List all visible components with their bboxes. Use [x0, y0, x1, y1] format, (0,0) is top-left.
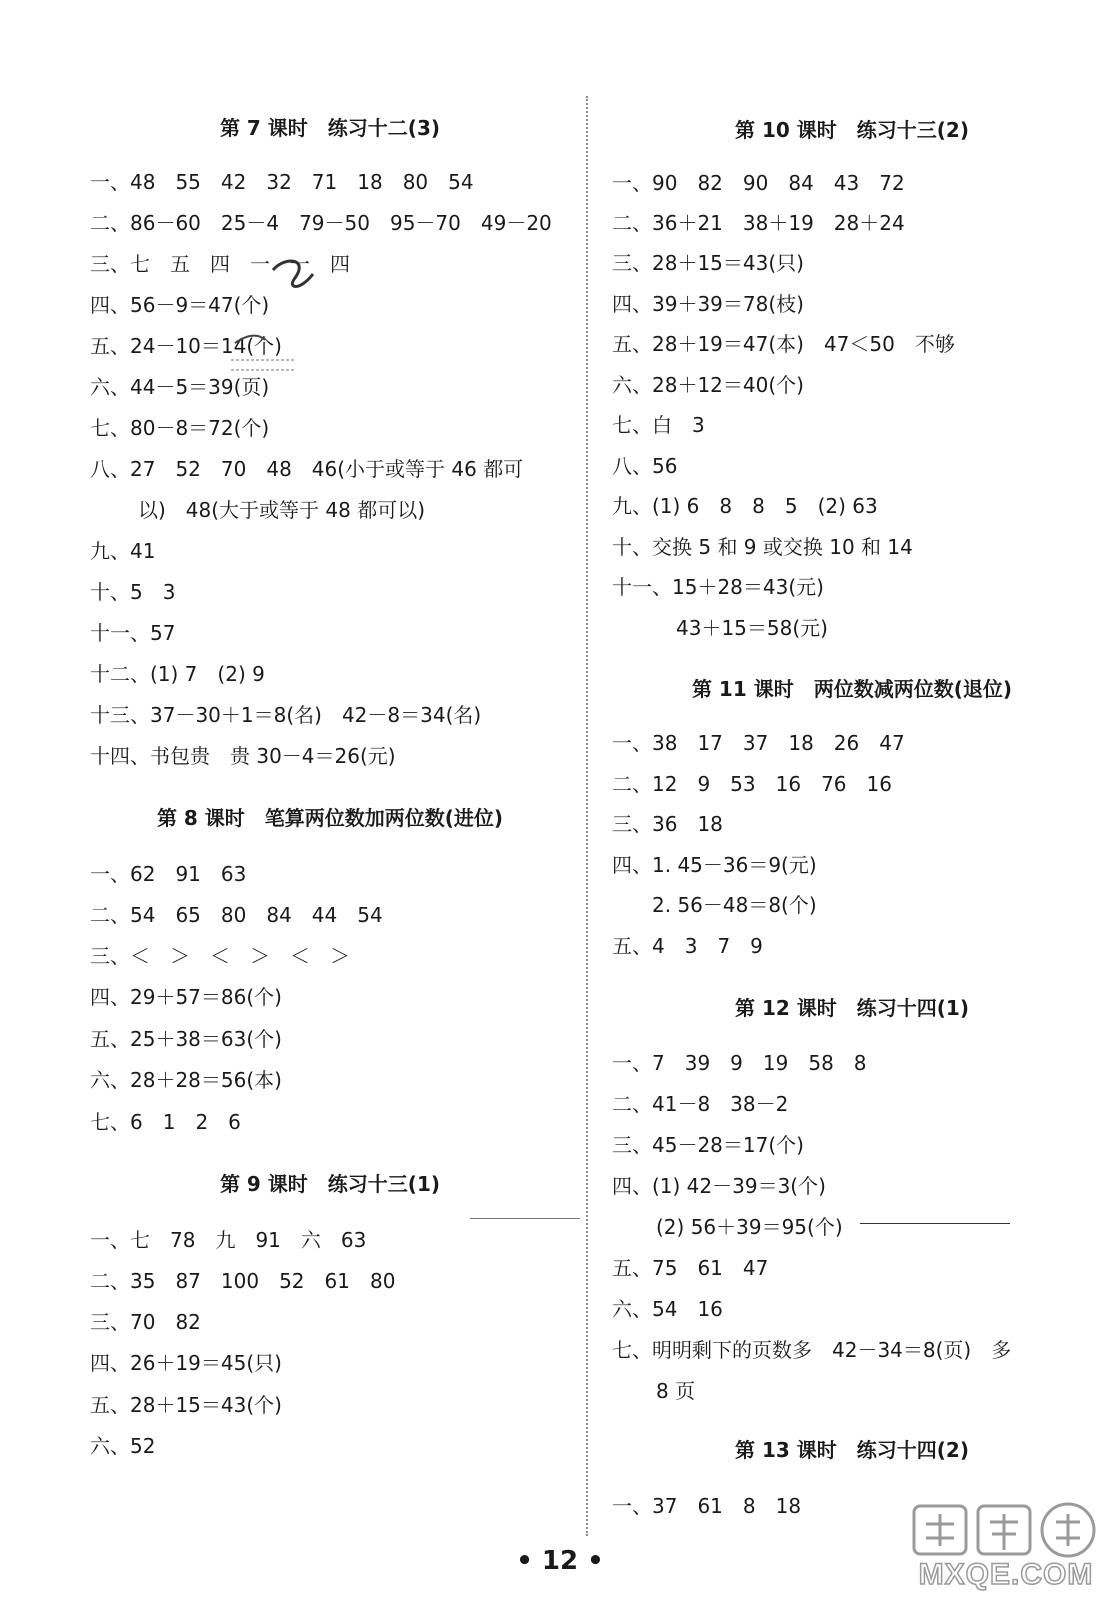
- answer-line-continued: (2) 56＋39＝95(个): [656, 1215, 843, 1239]
- answer-line: 五、24－10＝14(个): [90, 334, 282, 358]
- answer-line: 九、41: [90, 539, 156, 563]
- answer-line: 二、36＋21 38＋19 28＋24: [612, 211, 905, 235]
- answer-line: 三、28＋15＝43(只): [612, 251, 804, 275]
- answer-line: 六、44－5＝39(页): [90, 375, 270, 399]
- answer-line: 九、(1) 6 8 8 5 (2) 63: [612, 494, 878, 518]
- answer-line: 十一、57: [90, 621, 176, 645]
- answer-line-continued: 43＋15＝58(元): [676, 616, 828, 640]
- answer-line: 一、7 39 9 19 58 8: [612, 1051, 867, 1075]
- section-title-lesson-12: 第 12 课时 练习十四(1): [735, 996, 969, 1020]
- answer-line: 三、70 82: [90, 1310, 201, 1334]
- section-title-lesson-11: 第 11 课时 两位数减两位数(退位): [691, 677, 1013, 701]
- answer-line: 十三、37－30＋1＝8(名) 42－8＝34(名): [90, 703, 482, 727]
- answer-line: 四、1. 45－36＝9(元): [612, 853, 817, 877]
- answer-line: 二、41－8 38－2: [612, 1092, 789, 1116]
- answer-line: 二、12 9 53 16 76 16: [612, 772, 892, 796]
- answer-line: 十四、书包贵 贵 30－4＝26(元): [90, 744, 396, 768]
- answer-line: 六、54 16: [612, 1297, 723, 1321]
- answer-line: 四、39＋39＝78(枝): [612, 292, 804, 316]
- watermark: [906, 1500, 1106, 1596]
- answer-line: 二、54 65 80 84 44 54: [90, 903, 383, 927]
- watermark-logo-icon: [906, 1500, 1106, 1560]
- answer-line: 十、交换 5 和 9 或交换 10 和 14: [612, 535, 913, 559]
- answer-line: 二、86－60 25－4 79－50 95－70 49－20: [90, 211, 552, 235]
- answer-line: 三、45－28＝17(个): [612, 1133, 804, 1157]
- section-title-lesson-8: 第 8 课时 笔算两位数加两位数(进位): [156, 806, 504, 830]
- section-title-lesson-13: 第 13 课时 练习十四(2): [735, 1438, 969, 1462]
- section-title-lesson-10: 第 10 课时 练习十三(2): [735, 118, 969, 142]
- answer-line: 五、75 61 47: [612, 1256, 769, 1280]
- pen-scribble-mark: [225, 248, 335, 378]
- answer-line: 四、26＋19＝45(只): [90, 1351, 282, 1375]
- answer-line: 六、28＋12＝40(个): [612, 373, 804, 397]
- answer-line: 三、36 18: [612, 812, 723, 836]
- answer-line: 五、4 3 7 9: [612, 934, 763, 958]
- answer-line: 一、37 61 8 18: [612, 1494, 802, 1518]
- page-number: • 12 •: [516, 1546, 604, 1576]
- stray-rule-line: [470, 1218, 580, 1219]
- answer-line: 一、38 17 37 18 26 47: [612, 731, 905, 755]
- answer-line: 四、29＋57＝86(个): [90, 985, 282, 1009]
- answer-line: 八、27 52 70 48 46(小于或等于 46 都可: [90, 457, 524, 481]
- answer-line: 四、56－9＝47(个): [90, 293, 270, 317]
- answer-line: 一、48 55 42 32 71 18 80 54: [90, 170, 474, 194]
- answer-line: 七、6 1 2 6: [90, 1110, 241, 1134]
- answer-line: 四、(1) 42－39＝3(个): [612, 1174, 826, 1198]
- answer-line: 三、＜ ＞ ＜ ＞ ＜ ＞: [90, 944, 350, 968]
- answer-line: 六、28＋28＝56(本): [90, 1068, 282, 1092]
- watermark-site-text: MXQE.COM: [918, 1558, 1094, 1591]
- answer-line: 二、35 87 100 52 61 80: [90, 1269, 396, 1293]
- section-title-lesson-9: 第 9 课时 练习十三(1): [219, 1172, 441, 1196]
- answer-line: 三、七 五 四 一 一 四: [90, 252, 350, 276]
- answer-line: 七、明明剩下的页数多 42－34＝8(页) 多: [612, 1338, 1012, 1362]
- answer-line-continued: 以) 48(大于或等于 48 都可以): [138, 498, 426, 522]
- answer-line: 五、28＋15＝43(个): [90, 1393, 282, 1417]
- answer-line: 十、5 3: [90, 580, 176, 604]
- stray-rule-line: [860, 1223, 1010, 1224]
- section-title-lesson-7: 第 7 课时 练习十二(3): [219, 116, 441, 140]
- answer-line: 十二、(1) 7 (2) 9: [90, 662, 265, 686]
- answer-line: 一、90 82 90 84 43 72: [612, 171, 905, 195]
- answer-line: 五、28＋19＝47(本) 47＜50 不够: [612, 332, 955, 356]
- column-divider: [586, 96, 588, 1536]
- answer-line: 五、25＋38＝63(个): [90, 1027, 282, 1051]
- answer-line: 七、80－8＝72(个): [90, 416, 270, 440]
- answer-line: 七、白 3: [612, 413, 705, 437]
- answer-line: 六、52: [90, 1434, 156, 1458]
- answer-line: 八、56: [612, 454, 678, 478]
- answer-line: 十一、15＋28＝43(元): [612, 575, 824, 599]
- answer-line-continued: 8 页: [656, 1379, 696, 1403]
- answer-line: 一、62 91 63: [90, 862, 247, 886]
- answer-line-continued: 2. 56－48＝8(个): [652, 893, 817, 917]
- answer-line: 一、七 78 九 91 六 63: [90, 1228, 367, 1252]
